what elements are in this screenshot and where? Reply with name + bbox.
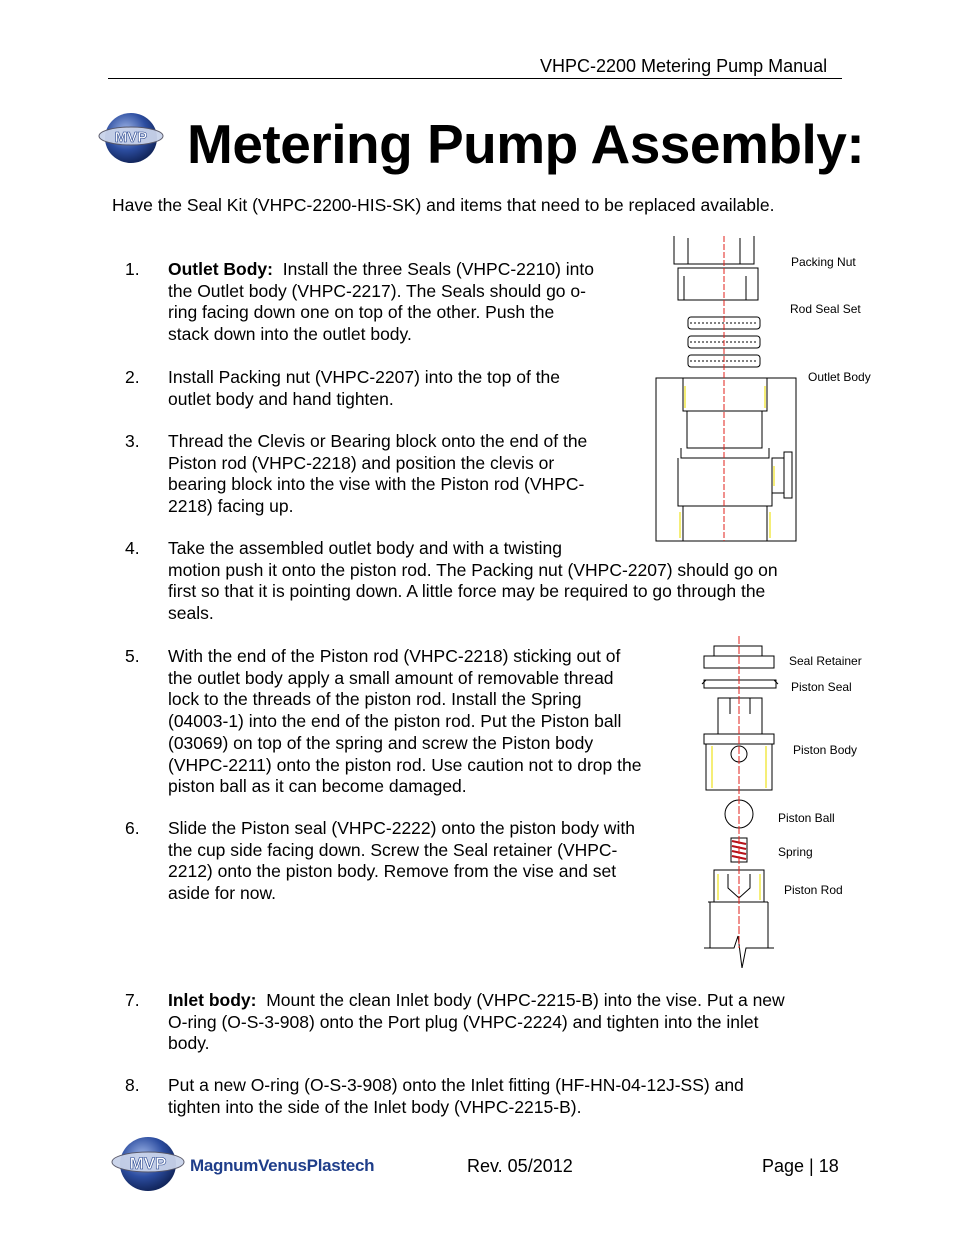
header-title: VHPC-2200 Metering Pump Manual	[540, 56, 828, 76]
step-number: 8.	[125, 1075, 140, 1095]
logo-badge-text: MVP	[114, 129, 148, 146]
label-piston-seal: Piston Seal	[791, 680, 852, 694]
label-piston-rod: Piston Rod	[784, 883, 843, 897]
header-divider	[108, 78, 842, 79]
footer-page-number: Page | 18	[762, 1156, 839, 1176]
step-number: 7.	[125, 990, 140, 1010]
step-number: 4.	[125, 538, 140, 558]
step-number: 2.	[125, 367, 140, 387]
step-heading: Inlet body:	[168, 990, 257, 1010]
step-number: 1.	[125, 259, 140, 279]
label-seal-retainer: Seal Retainer	[789, 654, 862, 668]
step-number: 3.	[125, 431, 140, 451]
piston-assembly-diagram	[698, 636, 788, 968]
label-outlet-body: Outlet Body	[808, 370, 871, 384]
step-number: 6.	[125, 818, 140, 838]
footer-mvp-logo-icon	[110, 1134, 186, 1194]
step-heading: Outlet Body:	[168, 259, 273, 279]
label-packing-nut: Packing Nut	[791, 255, 856, 269]
label-rod-seal-set: Rod Seal Set	[790, 302, 861, 316]
label-spring: Spring	[778, 845, 813, 859]
label-piston-body: Piston Body	[793, 743, 858, 757]
outlet-body-diagram	[650, 236, 800, 546]
label-piston-ball: Piston Ball	[778, 811, 835, 825]
page-title: Metering Pump Assembly:	[187, 113, 865, 175]
mvp-logo-icon	[98, 110, 164, 166]
footer-revision: Rev. 05/2012	[467, 1156, 573, 1176]
step-number: 5.	[125, 646, 140, 666]
footer-logo-badge-text: MVP	[129, 1154, 167, 1173]
company-name: MagnumVenusPlastech	[190, 1156, 375, 1175]
intro-text: Have the Seal Kit (VHPC-2200-HIS-SK) and items that need to be replaced available.	[112, 195, 775, 215]
